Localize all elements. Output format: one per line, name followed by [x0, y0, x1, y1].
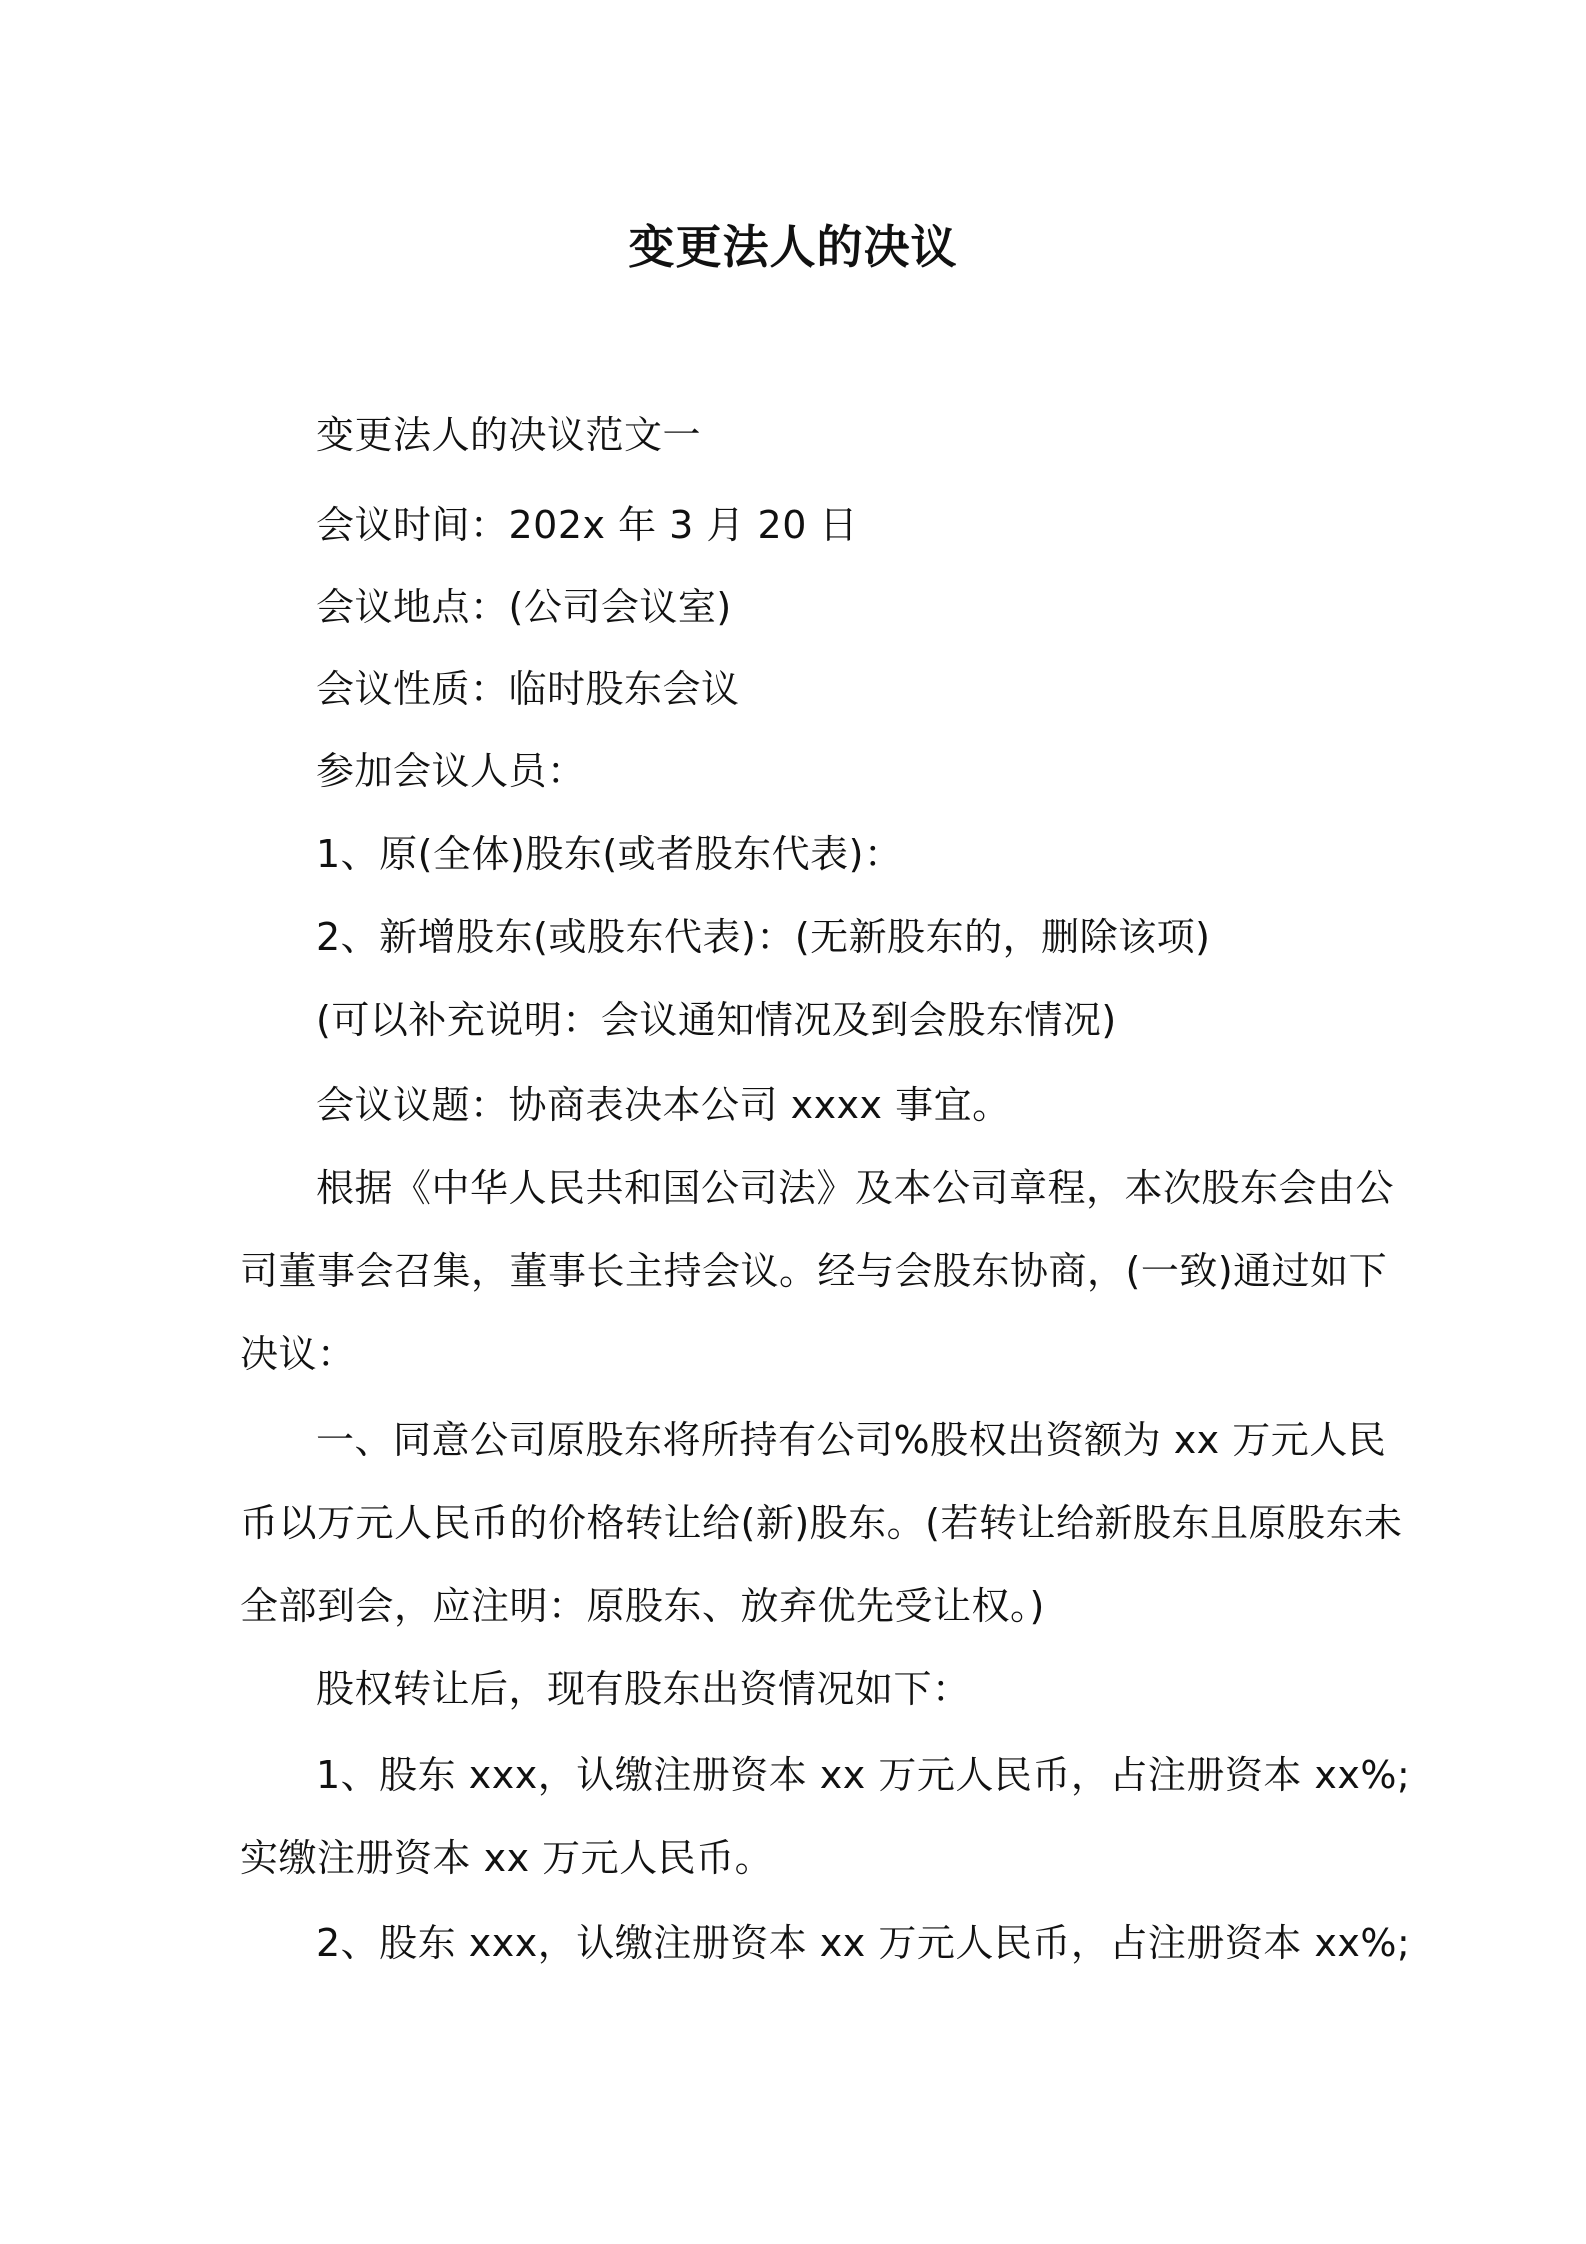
paragraph-line: 司董事会召集，董事长主持会议。经与会股东协商，(一致)通过如下	[240, 1249, 1388, 1293]
attendees-item-2: 2、新增股东(或股东代表)：(无新股东的，删除该项)	[316, 915, 1211, 959]
resolution-line: 币以万元人民币的价格转让给(新)股东。(若转让给新股东且原股东未	[240, 1501, 1403, 1545]
attendees-item-1: 1、原(全体)股东(或者股东代表)：	[316, 832, 903, 876]
paragraph-line: 根据《中华人民共和国公司法》及本公司章程，本次股东会由公	[316, 1166, 1395, 1210]
shareholder-item-1: 1、股东 xxx，认缴注册资本 xx 万元人民币，占注册资本 xx%;	[316, 1753, 1411, 1797]
shareholder-item-2: 2、股东 xxx，认缴注册资本 xx 万元人民币，占注册资本 xx%;	[316, 1921, 1411, 1965]
meeting-topic-line: 会议议题：协商表决本公司 xxxx 事宜。	[316, 1083, 1011, 1127]
resolution-line: 全部到会，应注明：原股东、放弃优先受让权。)	[240, 1584, 1045, 1628]
shareholding-heading: 股权转让后，现有股东出资情况如下：	[316, 1667, 971, 1711]
shareholder-item-1-continued: 实缴注册资本 xx 万元人民币。	[240, 1836, 774, 1880]
attendees-heading: 参加会议人员：	[316, 749, 586, 793]
meeting-place-line: 会议地点：(公司会议室)	[316, 585, 732, 629]
subtitle-line: 变更法人的决议范文一	[316, 413, 702, 457]
document-title: 变更法人的决议	[628, 220, 958, 274]
attendees-note: (可以补充说明：会议通知情况及到会股东情况)	[316, 998, 1117, 1042]
meeting-nature-line: 会议性质：临时股东会议	[316, 667, 740, 711]
meeting-time-line: 会议时间：202x 年 3 月 20 日	[316, 503, 858, 547]
paragraph-line: 决议：	[240, 1332, 356, 1376]
resolution-line: 一、同意公司原股东将所持有公司%股权出资额为 xx 万元人民	[316, 1418, 1387, 1462]
